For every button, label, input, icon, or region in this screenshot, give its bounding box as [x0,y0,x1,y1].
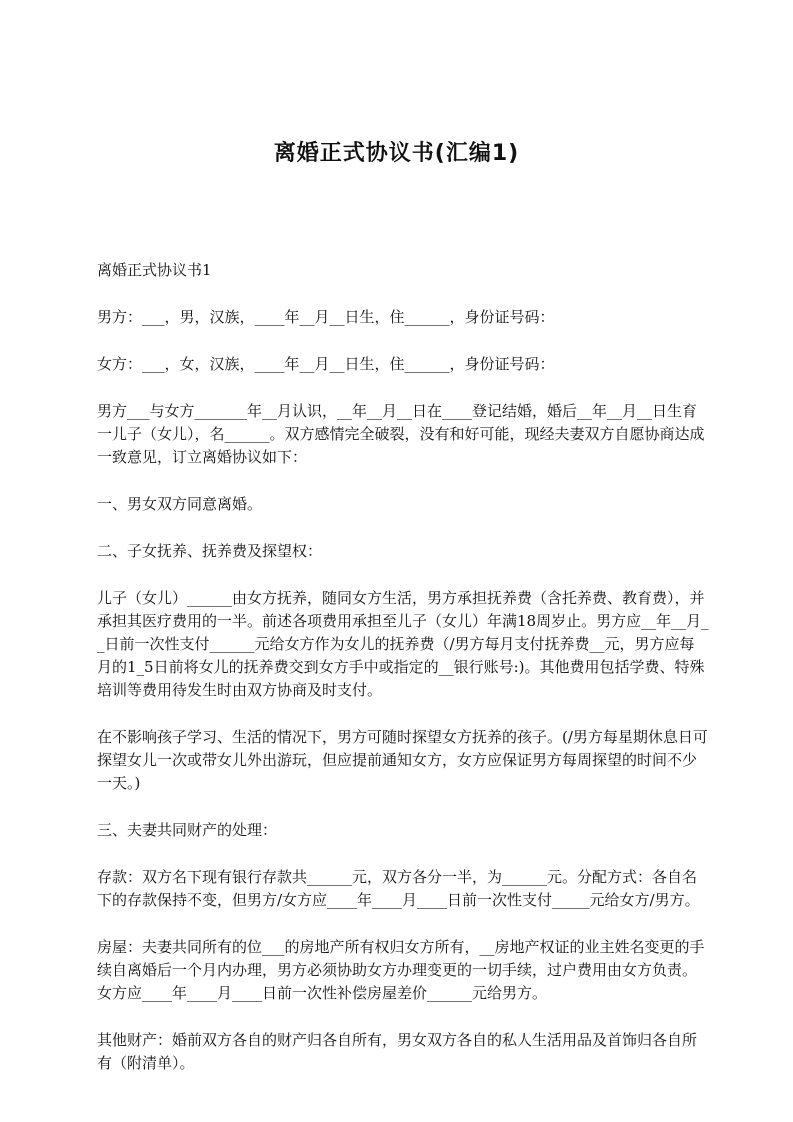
paragraph-husband-info: 男方：___，男，汉族，____年__月__日生，住______，身份证号码： [97,308,555,326]
paragraph-clause-2-heading: 二、子女抚养、抚养费及探望权： [97,542,323,560]
paragraph-wife-info: 女方：___，女，汉族，____年__月__日生，住______，身份证号码： [97,355,555,373]
paragraph-visitation: 在不影响孩子学习、生活的情况下，男方可随时探望女方抚养的孩子。(/男方每星期休息日可探望女儿一次或带女儿外出游玩，但应提前通知女方，女方应保证男方每周探望的时间不少一天。) [97,728,708,792]
paragraph-marriage-background: 男方___与女方_______年__月认识，__年__月__日在____登记结婚，婚后__年__月__日生育一儿子（女儿），名______。双方感情完全破裂，没有和好可能，现经夫妻双方自愿协商达成一致意见，订立离婚协议如下： [97,402,705,466]
paragraph-other-property: 其他财产：婚前双方各自的财产归各自所有，男女双方各自的私人生活用品及首饰归各自所有（附清单）。 [97,1031,698,1072]
paragraph-deposits: 存款：双方名下现有银行存款共______元，双方各分一半，为______元。分配方式：各自名下的存款保持不变，但男方/女方应____年____月____日前一次性支付_____元给女方/男方。 [97,868,700,909]
document-body [97,259,709,1099]
document-title: 离婚正式协议书(汇编1) [273,141,520,166]
paragraph-child-support: 儿子（女儿）______由女方抚养，随同女方生活，男方承担抚养费（含托养费、教育费），并承担其医疗费用的一半。前述各项费用承担至儿子（女儿）年满18周岁止。男方应__年__月__日前一次性支付______元给女方作为女儿的抚养费（/男方每月支付抚养费__元，男方应每月的1_5日前将女儿的抚养费交到女方手中或指定的__银行账号:)。其他费用包括学费、特殊培训等费用待发生时由双方协商及时支付。 [97,589,709,699]
paragraph-clause-3-heading: 三、夫妻共同财产的处理： [97,821,278,839]
section-heading: 离婚正式协议书1 [97,261,212,279]
paragraph-clause-1: 一、男女双方同意离婚。 [97,495,263,513]
paragraph-house: 房屋：夫妻共同所有的位___的房地产所有权归女方所有，__房地产权证的业主姓名变更的手续自离婚后一个月内办理，男方必须协助女方办理变更的一切手续，过户费用由女方负责。女方应____年____月____日前一次性补偿房屋差价______元给男方。 [97,938,705,1002]
